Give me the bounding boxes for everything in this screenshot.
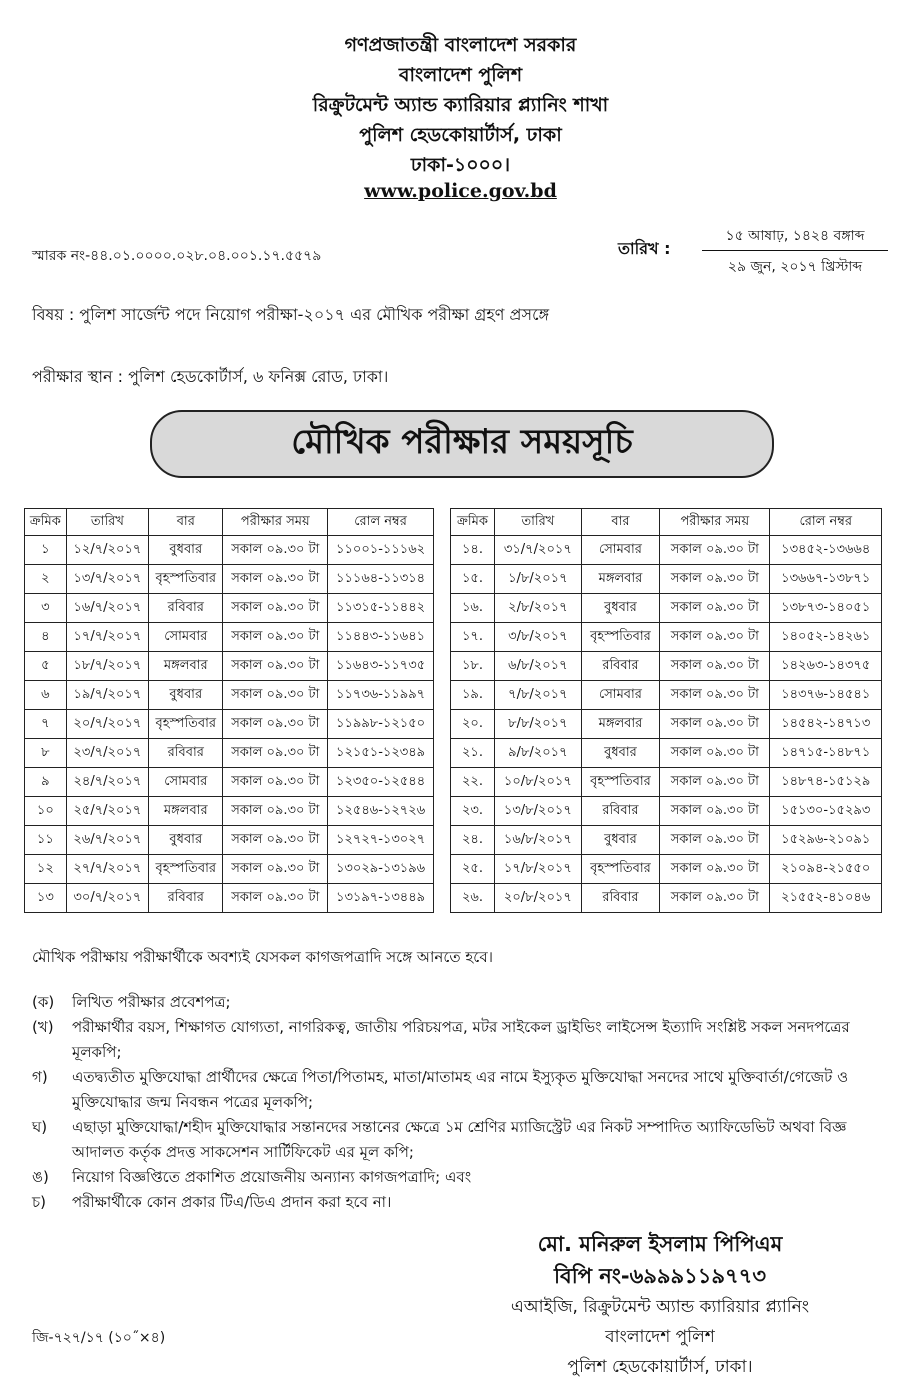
required-documents-list bbox=[32, 990, 882, 1215]
table-row bbox=[451, 623, 882, 652]
table-header-row bbox=[25, 509, 434, 536]
schedule-banner: মৌখিক পরীক্ষার সময়সূচি bbox=[150, 410, 774, 478]
cell-time: সকাল ০৯.৩০ টা bbox=[223, 710, 328, 739]
list-item bbox=[32, 1165, 882, 1190]
cell-time: সকাল ০৯.৩০ টা bbox=[660, 826, 770, 855]
cell-day: বৃহস্পতিবার bbox=[149, 565, 223, 594]
cell-time: সকাল ০৯.৩০ টা bbox=[223, 652, 328, 681]
cell-roll: ১১৩১৫-১১৪৪২ bbox=[328, 594, 434, 623]
table-row bbox=[451, 681, 882, 710]
col-serial: ক্রমিক bbox=[451, 509, 495, 536]
cell-serial: ২৩. bbox=[451, 797, 495, 826]
cell-serial: ২৫. bbox=[451, 855, 495, 884]
cell-day: বৃহস্পতিবার bbox=[581, 855, 659, 884]
header-line: পুলিশ হেডকোয়ার্টার্স, ঢাকা bbox=[359, 124, 562, 146]
list-item bbox=[32, 1115, 882, 1165]
cell-serial: ২০. bbox=[451, 710, 495, 739]
cell-roll: ১১০০১-১১১৬২ bbox=[328, 536, 434, 565]
cell-date: ১২/৭/২০১৭ bbox=[66, 536, 148, 565]
list-text: এছাড়া মুক্তিযোদ্ধা/শহীদ মুক্তিযোদ্ধার সন্তানদের সন্তানের ক্ষেত্রে ১ম শ্রেণির ম্যাজিস্ট্রেট এর নিকট সম্পাদিত অ্যাফিডেভিট অথবা বিজ্ঞ আদালত কর্তৃক প্রদত্ত সাকসেশন সার্টিফিকেট এর মূল কপি; bbox=[72, 1118, 847, 1161]
date-bangla: ১৫ আষাঢ়, ১৪২৪ বঙ্গাব্দ bbox=[702, 222, 888, 251]
cell-date: ২৪/৭/২০১৭ bbox=[66, 768, 148, 797]
table-row bbox=[451, 652, 882, 681]
table-row bbox=[25, 594, 434, 623]
table-row bbox=[25, 565, 434, 594]
cell-time: সকাল ০৯.৩০ টা bbox=[660, 623, 770, 652]
header-line: রিক্রুটমেন্ট অ্যান্ড ক্যারিয়ার প্ল্যানিং শাখা bbox=[312, 94, 609, 116]
table-row bbox=[25, 739, 434, 768]
cell-time: সকাল ০৯.৩০ টা bbox=[660, 681, 770, 710]
cell-roll: ১১৪৪৩-১১৬৪১ bbox=[328, 623, 434, 652]
cell-day: সোমবার bbox=[149, 623, 223, 652]
cell-time: সকাল ০৯.৩০ টা bbox=[223, 855, 328, 884]
cell-roll: ১৩১৯৭-১৩৪৪৯ bbox=[328, 884, 434, 913]
cell-serial: ১৩ bbox=[25, 884, 67, 913]
table-row bbox=[25, 623, 434, 652]
cell-day: বৃহস্পতিবার bbox=[581, 623, 659, 652]
cell-date: ২/৮/২০১৭ bbox=[494, 594, 581, 623]
col-date: তারিখ bbox=[494, 509, 581, 536]
cell-date: ৭/৮/২০১৭ bbox=[494, 681, 581, 710]
list-item bbox=[32, 1190, 882, 1215]
venue-line: পরীক্ষার স্থান : পুলিশ হেডকোর্টার্স, ৬ ফনিক্স রোড, ঢাকা। bbox=[32, 367, 389, 386]
cell-day: রবিবার bbox=[581, 797, 659, 826]
cell-time: সকাল ০৯.৩০ টা bbox=[223, 797, 328, 826]
cell-time: সকাল ০৯.৩০ টা bbox=[223, 594, 328, 623]
cell-date: ১৯/৭/২০১৭ bbox=[66, 681, 148, 710]
table-row bbox=[25, 768, 434, 797]
cell-time: সকাল ০৯.৩০ টা bbox=[660, 536, 770, 565]
list-item bbox=[32, 1065, 882, 1115]
cell-roll: ১৪৮৭৪-১৫১২৯ bbox=[770, 768, 882, 797]
cell-day: রবিবার bbox=[149, 739, 223, 768]
cell-date: ১৭/৭/২০১৭ bbox=[66, 623, 148, 652]
cell-time: সকাল ০৯.৩০ টা bbox=[660, 710, 770, 739]
cell-serial: ৫ bbox=[25, 652, 67, 681]
cell-date: ২৩/৭/২০১৭ bbox=[66, 739, 148, 768]
cell-serial: ২ bbox=[25, 565, 67, 594]
table-row bbox=[25, 797, 434, 826]
memo-number: স্মারক নং-৪৪.০১.০০০০.০২৮.০৪.০০১.১৭.৫৫৭৯ bbox=[32, 248, 322, 264]
col-time: পরীক্ষার সময় bbox=[223, 509, 328, 536]
cell-roll: ১৪৩৭৬-১৪৫৪১ bbox=[770, 681, 882, 710]
signatory-designation: এআইজি, রিক্রুটমেন্ট অ্যান্ড ক্যারিয়ার প্ল্যানিং bbox=[510, 1297, 810, 1317]
cell-time: সকাল ০৯.৩০ টা bbox=[660, 739, 770, 768]
list-text: নিয়োগ বিজ্ঞপ্তিতে প্রকাশিত প্রয়োজনীয় অন্যান্য কাগজপত্রাদি; এবং bbox=[72, 1168, 472, 1186]
cell-roll: ১৪২৬৩-১৪৩৭৫ bbox=[770, 652, 882, 681]
cell-date: ২০/৮/২০১৭ bbox=[494, 884, 581, 913]
list-marker: ঘ) bbox=[32, 1118, 48, 1136]
cell-day: বুধবার bbox=[581, 594, 659, 623]
cell-serial: ১১ bbox=[25, 826, 67, 855]
cell-day: মঙ্গলবার bbox=[149, 652, 223, 681]
cell-time: সকাল ০৯.৩০ টা bbox=[223, 681, 328, 710]
cell-date: ৬/৮/২০১৭ bbox=[494, 652, 581, 681]
table-row bbox=[451, 739, 882, 768]
cell-time: সকাল ০৯.৩০ টা bbox=[660, 797, 770, 826]
cell-day: বুধবার bbox=[149, 826, 223, 855]
cell-day: মঙ্গলবার bbox=[581, 710, 659, 739]
cell-time: সকাল ০৯.৩০ টা bbox=[660, 884, 770, 913]
schedule-table-right bbox=[450, 508, 882, 913]
list-item bbox=[32, 1015, 882, 1065]
cell-date: ১৬/৭/২০১৭ bbox=[66, 594, 148, 623]
website-link[interactable]: www.police.gov.bd bbox=[364, 180, 557, 202]
cell-roll: ১১৬৪৩-১১৭৩৫ bbox=[328, 652, 434, 681]
table-row bbox=[451, 855, 882, 884]
cell-serial: ৭ bbox=[25, 710, 67, 739]
cell-time: সকাল ০৯.৩০ টা bbox=[660, 652, 770, 681]
signatory-org: বাংলাদেশ পুলিশ bbox=[605, 1327, 715, 1347]
cell-serial: ১৫. bbox=[451, 565, 495, 594]
table-row bbox=[25, 710, 434, 739]
subject-line: বিষয় : পুলিশ সার্জেন্ট পদে নিয়োগ পরীক্ষা-২০১৭ এর মৌখিক পরীক্ষা গ্রহণ প্রসঙ্গে bbox=[32, 305, 550, 324]
cell-serial: ২২. bbox=[451, 768, 495, 797]
cell-date: ১৮/৭/২০১৭ bbox=[66, 652, 148, 681]
cell-roll: ১১৭৩৬-১১৯৯৭ bbox=[328, 681, 434, 710]
table-row bbox=[451, 826, 882, 855]
table-row bbox=[451, 797, 882, 826]
cell-time: সকাল ০৯.৩০ টা bbox=[660, 855, 770, 884]
cell-roll: ১২৩৫০-১২৫৪৪ bbox=[328, 768, 434, 797]
list-marker: (ক) bbox=[32, 993, 55, 1011]
cell-day: রবিবার bbox=[149, 594, 223, 623]
cell-day: রবিবার bbox=[581, 884, 659, 913]
cell-serial: ১৯. bbox=[451, 681, 495, 710]
cell-day: রবিবার bbox=[149, 884, 223, 913]
table-row bbox=[25, 652, 434, 681]
cell-day: বৃহস্পতিবার bbox=[581, 768, 659, 797]
list-item bbox=[32, 990, 882, 1015]
cell-day: সোমবার bbox=[149, 768, 223, 797]
table-row bbox=[451, 710, 882, 739]
cell-serial: ২৬. bbox=[451, 884, 495, 913]
cell-roll: ১৩০২৯-১৩১৯৬ bbox=[328, 855, 434, 884]
signatory-place: পুলিশ হেডকোয়ার্টার্স, ঢাকা। bbox=[567, 1357, 753, 1377]
cell-serial: ২১. bbox=[451, 739, 495, 768]
cell-time: সকাল ০৯.৩০ টা bbox=[223, 536, 328, 565]
cell-day: সোমবার bbox=[581, 681, 659, 710]
col-day: বার bbox=[581, 509, 659, 536]
cell-time: সকাল ০৯.৩০ টা bbox=[223, 826, 328, 855]
cell-date: ৩০/৭/২০১৭ bbox=[66, 884, 148, 913]
cell-day: সোমবার bbox=[581, 536, 659, 565]
cell-roll: ১৫২৯৬-২১০৯১ bbox=[770, 826, 882, 855]
cell-date: ৩/৮/২০১৭ bbox=[494, 623, 581, 652]
cell-day: বুধবার bbox=[149, 536, 223, 565]
cell-roll: ১৪৫৪২-১৪৭১৩ bbox=[770, 710, 882, 739]
documents-intro: মৌখিক পরীক্ষায় পরীক্ষার্থীকে অবশ্যই যেসকল কাগজপত্রাদি সঙ্গে আনতে হবে। bbox=[32, 948, 494, 966]
table-row bbox=[25, 536, 434, 565]
cell-date: ২৫/৭/২০১৭ bbox=[66, 797, 148, 826]
cell-serial: ১৬. bbox=[451, 594, 495, 623]
table-row bbox=[451, 594, 882, 623]
cell-serial: ১০ bbox=[25, 797, 67, 826]
cell-serial: ১৪. bbox=[451, 536, 495, 565]
table-row bbox=[451, 768, 882, 797]
cell-time: সকাল ০৯.৩০ টা bbox=[660, 768, 770, 797]
schedule-table-left bbox=[24, 508, 434, 913]
table-row bbox=[25, 884, 434, 913]
cell-serial: ১৭. bbox=[451, 623, 495, 652]
col-time: পরীক্ষার সময় bbox=[660, 509, 770, 536]
cell-roll: ১৪০৫২-১৪২৬১ bbox=[770, 623, 882, 652]
col-day: বার bbox=[149, 509, 223, 536]
table-row bbox=[451, 565, 882, 594]
cell-roll: ১৪৭১৫-১৪৮৭১ bbox=[770, 739, 882, 768]
cell-date: ৯/৮/২০১৭ bbox=[494, 739, 581, 768]
date-values bbox=[702, 222, 888, 283]
cell-date: ২৬/৭/২০১৭ bbox=[66, 826, 148, 855]
table-row bbox=[25, 855, 434, 884]
cell-serial: ২৪. bbox=[451, 826, 495, 855]
cell-roll: ১৩৮৭৩-১৪০৫১ bbox=[770, 594, 882, 623]
cell-roll: ২১০৯৪-২১৫৫০ bbox=[770, 855, 882, 884]
cell-date: ১৩/৭/২০১৭ bbox=[66, 565, 148, 594]
table-row bbox=[25, 826, 434, 855]
cell-serial: ১২ bbox=[25, 855, 67, 884]
cell-roll: ১২৫৪৬-১২৭২৬ bbox=[328, 797, 434, 826]
cell-date: ১৩/৮/২০১৭ bbox=[494, 797, 581, 826]
list-marker: চ) bbox=[32, 1193, 46, 1211]
cell-serial: ৮ bbox=[25, 739, 67, 768]
cell-date: ২০/৭/২০১৭ bbox=[66, 710, 148, 739]
letterhead bbox=[0, 30, 921, 202]
list-marker: (খ) bbox=[32, 1018, 54, 1036]
col-date: তারিখ bbox=[66, 509, 148, 536]
header-line: বাংলাদেশ পুলিশ bbox=[398, 64, 523, 86]
date-english: ২৯ জুন, ২০১৭ খ্রিস্টাব্দ bbox=[727, 259, 863, 275]
cell-time: সকাল ০৯.৩০ টা bbox=[223, 623, 328, 652]
table-row bbox=[451, 884, 882, 913]
cell-serial: ৯ bbox=[25, 768, 67, 797]
cell-roll: ২১৫৫২-৪১০৪৬ bbox=[770, 884, 882, 913]
cell-time: সকাল ০৯.৩০ টা bbox=[223, 739, 328, 768]
col-roll: রোল নম্বর bbox=[328, 509, 434, 536]
cell-roll: ১৫১৩০-১৫২৯৩ bbox=[770, 797, 882, 826]
cell-day: বৃহস্পতিবার bbox=[149, 710, 223, 739]
header-line: গণপ্রজাতন্ত্রী বাংলাদেশ সরকার bbox=[344, 34, 577, 56]
cell-roll: ১২১৫১-১২৩৪৯ bbox=[328, 739, 434, 768]
cell-time: সকাল ০৯.৩০ টা bbox=[660, 594, 770, 623]
cell-time: সকাল ০৯.৩০ টা bbox=[660, 565, 770, 594]
cell-time: সকাল ০৯.৩০ টা bbox=[223, 884, 328, 913]
list-text: পরীক্ষার্থীকে কোন প্রকার টিএ/ডিএ প্রদান করা হবে না। bbox=[72, 1193, 392, 1211]
cell-roll: ১২৭২৭-১৩০২৭ bbox=[328, 826, 434, 855]
col-serial: ক্রমিক bbox=[25, 509, 67, 536]
print-code: জি-৭২৭/১৭ (১০˝×৪) bbox=[32, 1330, 166, 1346]
col-roll: রোল নম্বর bbox=[770, 509, 882, 536]
date-label: তারিখ : bbox=[618, 239, 671, 258]
signature-block bbox=[440, 1228, 880, 1382]
cell-date: ৩১/৭/২০১৭ bbox=[494, 536, 581, 565]
list-text: লিখিত পরীক্ষার প্রবেশপত্র; bbox=[72, 993, 231, 1011]
cell-serial: ৪ bbox=[25, 623, 67, 652]
list-text: পরীক্ষার্থীর বয়স, শিক্ষাগত যোগ্যতা, নাগরিকত্ব, জাতীয় পরিচয়পত্র, মটর সাইকেল ড্রাইভিং লাইসেন্স ইত্যাদি সংশ্লিষ্ট সকল সনদপত্রের মূলকপি; bbox=[72, 1018, 850, 1061]
cell-day: মঙ্গলবার bbox=[149, 797, 223, 826]
cell-date: ১৭/৮/২০১৭ bbox=[494, 855, 581, 884]
cell-serial: ৩ bbox=[25, 594, 67, 623]
cell-date: ২৭/৭/২০১৭ bbox=[66, 855, 148, 884]
list-marker: গ) bbox=[32, 1068, 48, 1086]
cell-roll: ১১৯৯৮-১২১৫০ bbox=[328, 710, 434, 739]
cell-date: ১০/৮/২০১৭ bbox=[494, 768, 581, 797]
cell-time: সকাল ০৯.৩০ টা bbox=[223, 565, 328, 594]
cell-serial: ৬ bbox=[25, 681, 67, 710]
cell-time: সকাল ০৯.৩০ টা bbox=[223, 768, 328, 797]
cell-roll: ১১১৬৪-১১৩১৪ bbox=[328, 565, 434, 594]
list-text: এতদ্ব্যতীত মুক্তিযোদ্ধা প্রার্থীদের ক্ষেত্রে পিতা/পিতামহ, মাতা/মাতামহ এর নামে ইস্যুকৃত মুক্তিযোদ্ধা সনদের সাথে মুক্তিবার্তা/গেজেট ও মুক্তিযোদ্ধার জন্ম নিবন্ধন পত্রের মূলকপি; bbox=[72, 1068, 849, 1111]
cell-serial: ১ bbox=[25, 536, 67, 565]
cell-day: রবিবার bbox=[581, 652, 659, 681]
cell-date: ১৬/৮/২০১৭ bbox=[494, 826, 581, 855]
signatory-bp: বিপি নং-৬৯৯৯১১৯৭৭৩ bbox=[554, 1264, 766, 1288]
cell-roll: ১৩৬৬৭-১৩৮৭১ bbox=[770, 565, 882, 594]
cell-day: বুধবার bbox=[581, 826, 659, 855]
cell-roll: ১৩৪৫২-১৩৬৬৪ bbox=[770, 536, 882, 565]
header-line: ঢাকা-১০০০। bbox=[410, 154, 511, 176]
table-header-row bbox=[451, 509, 882, 536]
cell-day: মঙ্গলবার bbox=[581, 565, 659, 594]
list-marker: ঙ) bbox=[32, 1168, 49, 1186]
cell-day: বুধবার bbox=[581, 739, 659, 768]
cell-day: বৃহস্পতিবার bbox=[149, 855, 223, 884]
cell-serial: ১৮. bbox=[451, 652, 495, 681]
table-row bbox=[451, 536, 882, 565]
table-row bbox=[25, 681, 434, 710]
cell-date: ১/৮/২০১৭ bbox=[494, 565, 581, 594]
cell-day: বুধবার bbox=[149, 681, 223, 710]
cell-date: ৮/৮/২০১৭ bbox=[494, 710, 581, 739]
signatory-name: মো. মনিরুল ইসলাম পিপিএম bbox=[537, 1232, 783, 1256]
